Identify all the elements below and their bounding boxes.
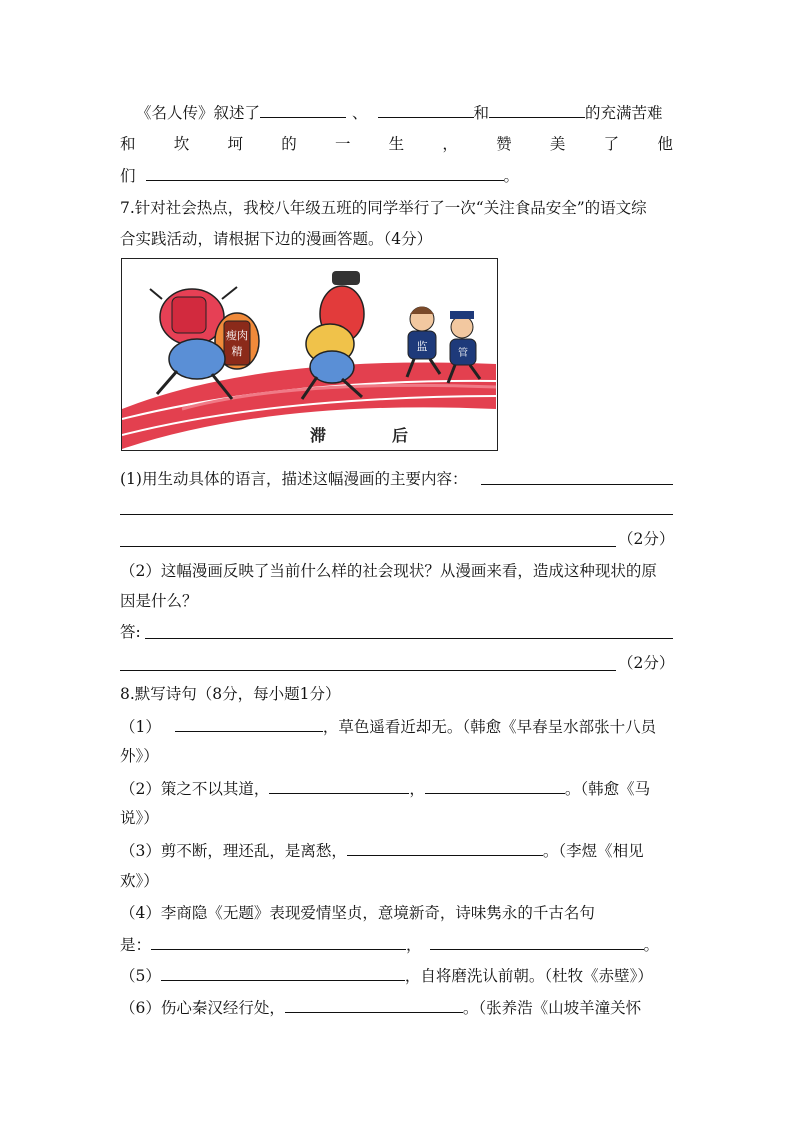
q7-sub1-text: (1)用生动具体的语言，描述这幅漫画的主要内容： (120, 470, 468, 488)
q7-sub2-line1: （2）这幅漫画反映了当前什么样的社会现状？从漫画来看，造成这种现状的原 (120, 562, 657, 580)
q8-item1 (120, 716, 673, 737)
answer-line-1[interactable] (481, 484, 673, 485)
answer-line-4[interactable] (145, 638, 673, 639)
q7-sub2-answer: 答: (120, 623, 141, 641)
q8-item3 (120, 840, 673, 861)
q8-i3-tail: 。（李煜《相见 (542, 842, 644, 860)
answer-line-5[interactable] (120, 670, 616, 671)
blank-famous-3[interactable] (489, 102, 585, 118)
q7-line-2: 合实践活动，请根据下边的漫画答题。（4分） (120, 230, 433, 248)
q8-item1-cont: 外》） (120, 747, 159, 765)
blank-q8-4[interactable] (347, 840, 543, 856)
famous-char: 他 (657, 135, 673, 153)
famous-line-2 (120, 134, 673, 154)
blank-famous-4[interactable] (146, 165, 504, 181)
caption-left: 滞 (309, 426, 327, 445)
q8-i2-tail: 。（韩愈《马 (564, 780, 651, 798)
famous-char: 坎 (173, 135, 190, 153)
famous-char: 的 (281, 135, 297, 153)
q8-i3-text: （3）剪不断，理还乱，是离愁， (120, 842, 347, 860)
famous-sep-1: 、 (352, 104, 368, 122)
caption-right: 后 (391, 426, 409, 445)
famous-text-3: 们 (120, 167, 136, 185)
famous-char: 和 (120, 135, 136, 153)
q7-line-1: 7.针对社会热点，我校八年级五班的同学举行了一次“关注食品安全”的语文综 (120, 199, 647, 217)
q8-i4-end: 。 (643, 936, 660, 954)
famous-char: 一 (334, 135, 351, 153)
q8-i5-num: （5） (120, 967, 161, 985)
famous-text-1: 《名人传》叙述了 (136, 104, 261, 122)
q8-i2-sep: ， (409, 780, 425, 798)
q8-item6 (120, 997, 673, 1018)
blank-famous-2[interactable] (378, 102, 474, 118)
q7-sub2-line2: 因是什么？ (120, 592, 198, 610)
q7-sub2-score: （2分） (618, 654, 675, 672)
q8-i1-text: ，草色遥看近却无。（韩愈《早春呈水部张十八员 (322, 718, 657, 736)
famous-char: ， (442, 135, 458, 153)
blank-famous-1[interactable] (260, 102, 346, 118)
famous-sep-2: 和 (473, 104, 490, 122)
famous-char: 美 (549, 135, 566, 153)
q8-i2-num: （2）策之不以其道， (120, 780, 270, 798)
q8-item4-line1: （4）李商隐《无题》表现爱情坚贞，意境新奇，诗味隽永的千古名句 (120, 904, 595, 922)
food-safety-cartoon (121, 258, 498, 451)
watch-label-2: 管 (458, 348, 468, 359)
q8-i6-tail: 。（张养浩《山坡羊潼关怀 (462, 999, 642, 1017)
q8-item3-cont: 欢》） (120, 872, 159, 890)
answer-line-3[interactable] (120, 546, 616, 547)
famous-char: 生 (388, 135, 405, 153)
q8-i1-num: （1） (120, 718, 161, 736)
q8-title: 8.默写诗句（8分，每小题1分） (120, 685, 341, 703)
blank-q8-7[interactable] (161, 965, 405, 981)
q8-item5 (120, 965, 673, 986)
watch-label-1: 监 (416, 340, 428, 353)
pig-label-1: 瘦肉 (226, 329, 248, 342)
blank-q8-5[interactable] (151, 934, 406, 950)
blank-q8-6[interactable] (430, 934, 644, 950)
famous-char: 了 (603, 135, 620, 153)
blank-q8-2[interactable] (269, 778, 409, 794)
famous-char: 坷 (227, 135, 243, 153)
blank-q8-3[interactable] (425, 778, 565, 794)
q8-item2-cont: 说》） (120, 809, 159, 827)
famous-line-1 (136, 102, 673, 123)
cartoon-drawing (122, 259, 496, 449)
famous-text-2: 的充满苦难 (585, 104, 663, 122)
blank-q8-8[interactable] (285, 997, 463, 1013)
q8-item2 (120, 778, 673, 799)
q8-item4-line2 (120, 934, 673, 955)
q7-sub1-score: （2分） (618, 530, 675, 548)
pig-label-2: 精 (231, 345, 243, 358)
famous-char: 赞 (496, 135, 512, 153)
q8-i4-sep: ， (406, 936, 422, 954)
answer-line-2[interactable] (120, 514, 673, 515)
q7-sub1 (120, 469, 673, 489)
q8-i4-start: 是： (120, 936, 152, 954)
blank-q8-1[interactable] (175, 716, 323, 732)
q8-i6-text: （6）伤心秦汉经行处， (120, 999, 285, 1017)
famous-text-4: 。 (503, 167, 520, 185)
famous-line-3 (120, 165, 673, 186)
q8-i5-tail: ，自将磨洗认前朝。（杜牧《赤壁》） (404, 967, 653, 985)
